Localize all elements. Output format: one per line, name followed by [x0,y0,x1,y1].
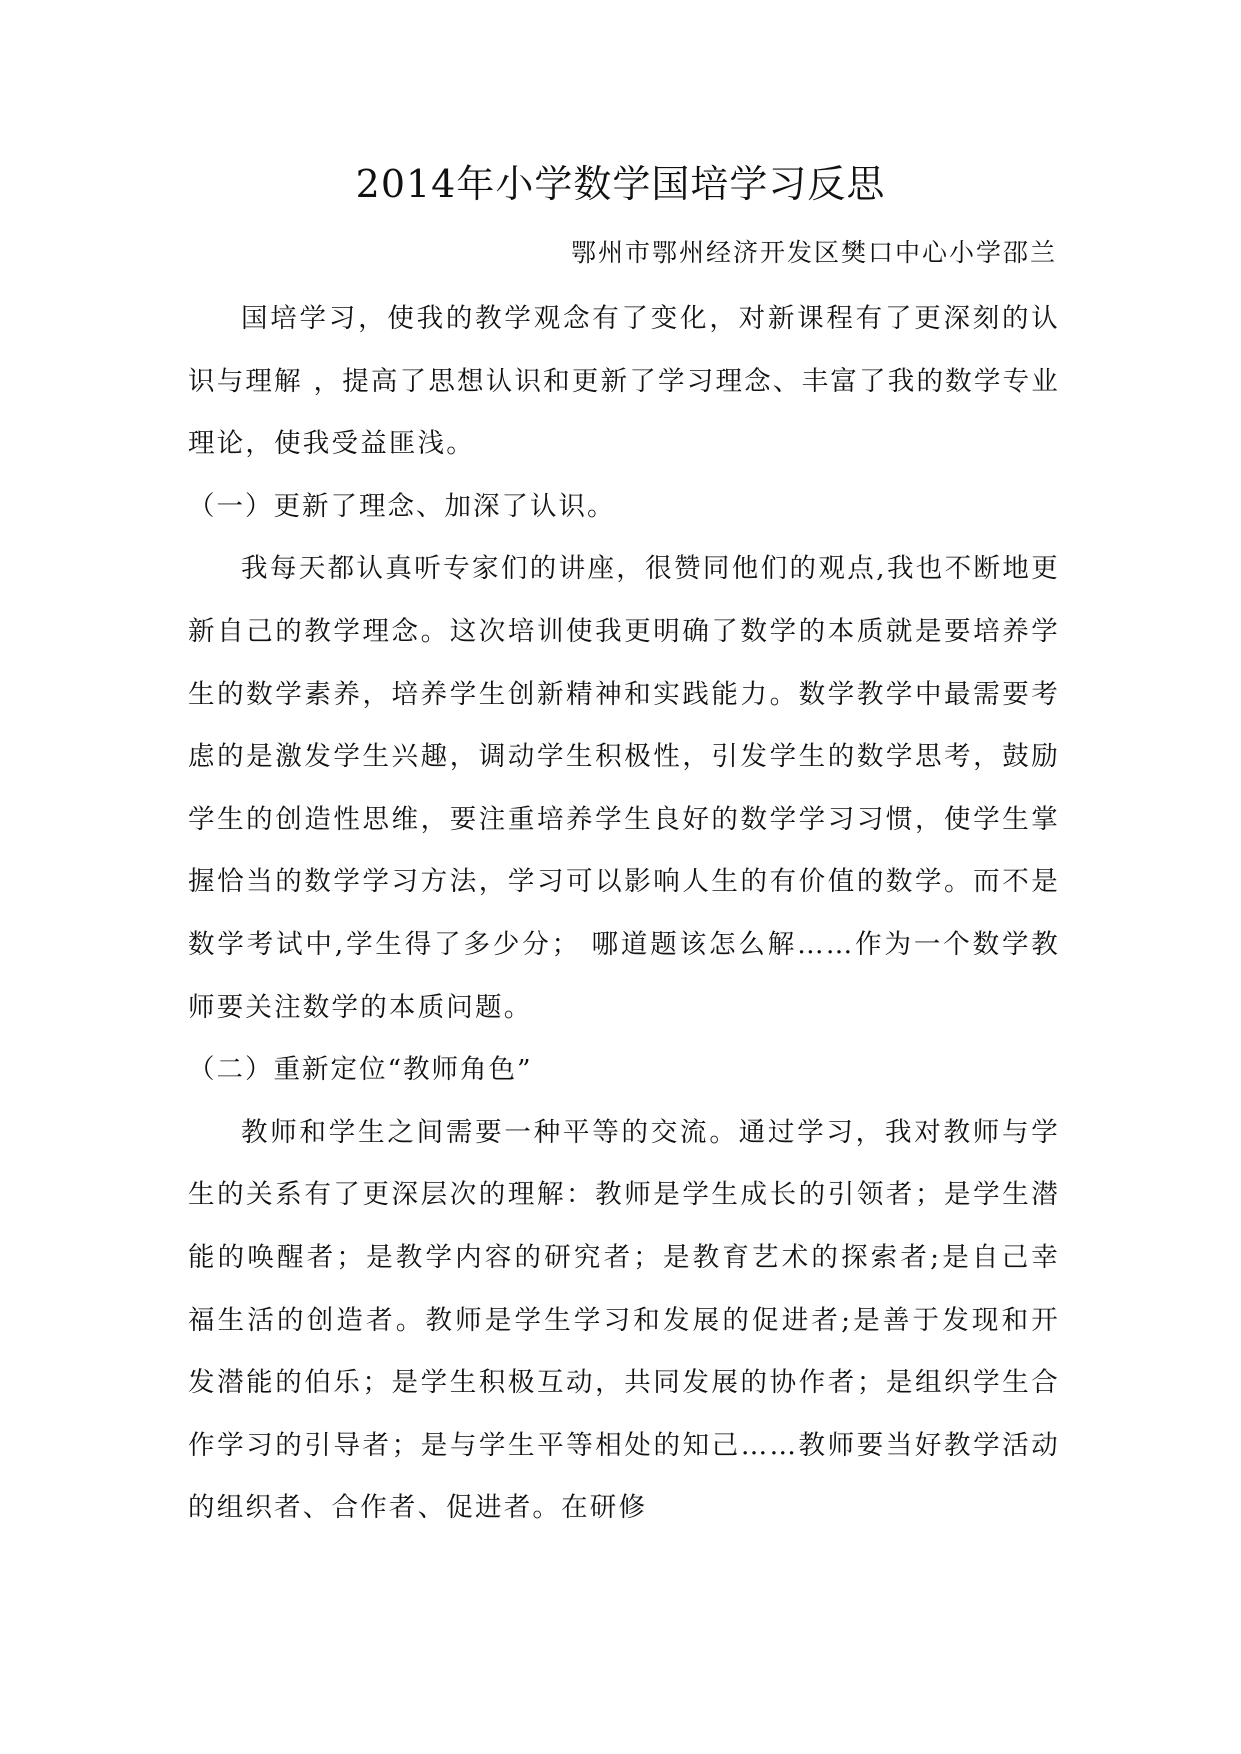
author-line: 鄂州市鄂州经济开发区樊口中心小学邵兰 [570,238,1057,267]
section-2-heading: （二）重新定位“教师角色” [188,1054,533,1086]
section-2-paragraph: 教师和学生之间需要一种平等的交流。通过学习，我对教师与学生的关系有了更深层次的理解：教师是学生成长的引领者；是学生潜能的唤醒者；是教学内容的研究者；是教育艺术的探索者;是自己幸福生活的创造者。教师是学生学习和发展的促进者;是善于发现和开发潜能的伯乐；是学生积极互动，共同发展的协作者；是组织学生合作学习的引导者；是与学生平等相处的知己……教师要当好教学活动的组织者、合作者、促进者。在研修 [188,1116,1060,1524]
section-1-paragraph: 我每天都认真听专家们的讲座，很赞同他们的观点,我也不断地更新自己的教学理念。这次培训使我更明确了数学的本质就是要培养学生的数学素养，培养学生创新精神和实践能力。数学教学中最需要考虑的是激发学生兴趣，调动学生积极性，引发学生的数学思考，鼓励学生的创造性思维，要注重培养学生良好的数学学习习惯，使学生掌握恰当的数学学习方法，学习可以影响人生的有价值的数学。而不是数学考试中,学生得了多少分； 哪道题该怎么解……作为一个数学教师要关注数学的本质问题。 [188,553,1060,1023]
document-title: 2014年小学数学国培学习反思 [355,162,886,206]
document-body [188,288,1060,1540]
section-1-heading: （一）更新了理念、加深了认识。 [188,490,616,522]
intro-paragraph: 国培学习，使我的教学观念有了变化，对新课程有了更深刻的认识与理解 ，提高了思想认识和更新了学习理念、丰富了我的数学专业理论，使我受益匪浅。 [188,303,1060,460]
